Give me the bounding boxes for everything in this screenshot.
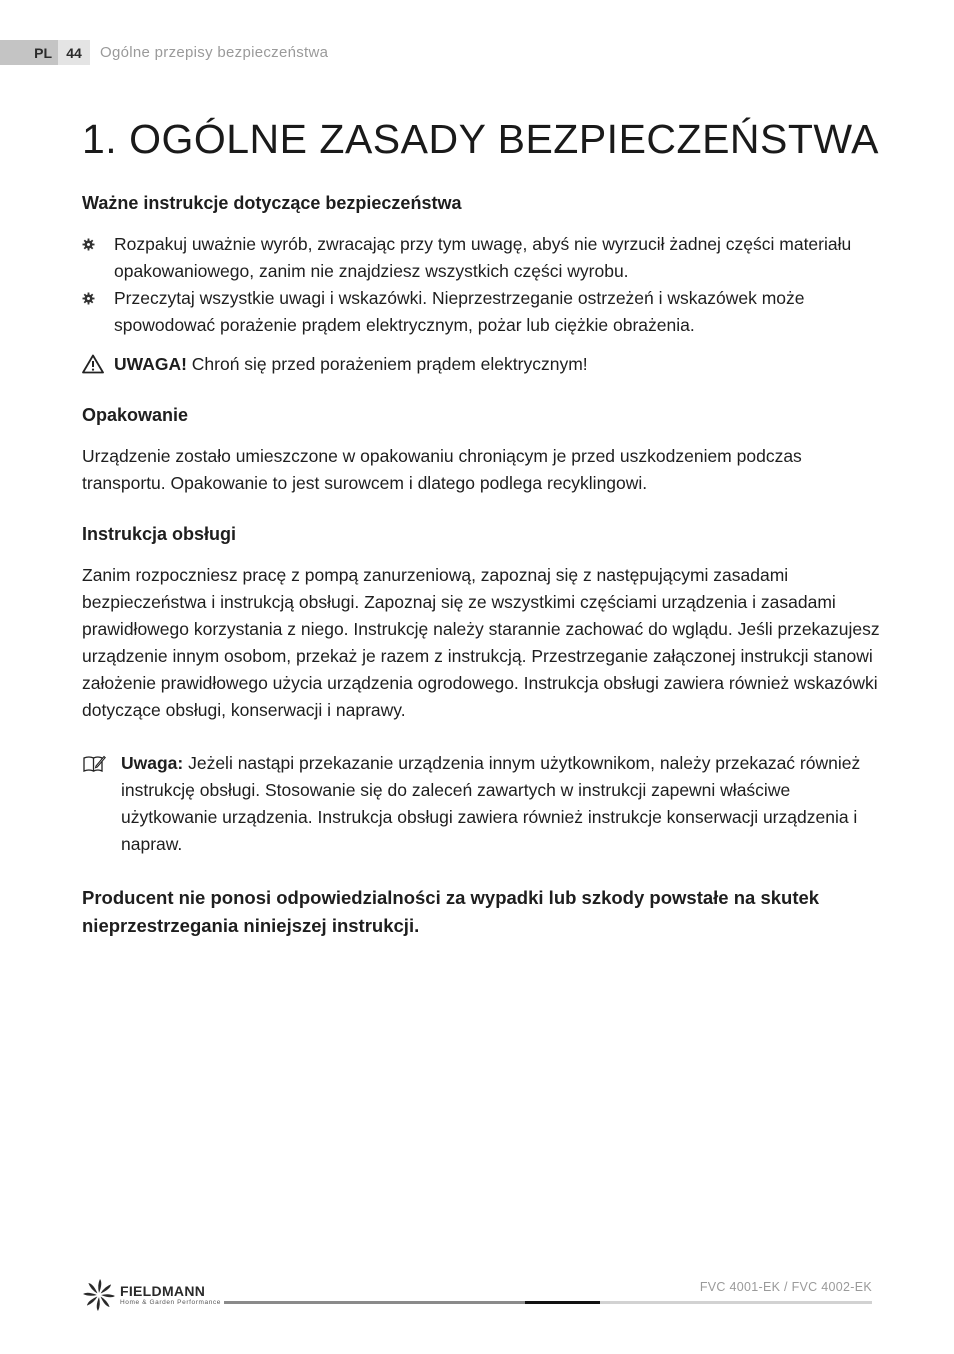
footer-divider	[224, 1301, 872, 1304]
packaging-text: Urządzenie zostało umieszczone w opakowaniu chroniącym je przed uszkodzeniem podczas transportu. Opakowanie to jest surowcem i dlatego podlega recyklingowi.	[82, 446, 802, 493]
packaging-heading: Opakowanie	[82, 405, 189, 425]
warning-label: UWAGA!	[114, 354, 187, 374]
safety-heading: Ważne instrukcje dotyczące bezpieczeństwa	[82, 193, 462, 213]
disclaimer: Producent nie ponosi odpowiedzialności za wypadki lub szkody powstałe na skutek nieprzestrzegania niniejszej instrukcji.	[82, 887, 820, 936]
gear-bullet-icon	[82, 238, 95, 251]
brand-name: FIELDMANN	[120, 1282, 206, 1299]
warning-line	[82, 351, 882, 378]
note-text: Jeżeli nastąpi przekazanie urządzenia innym użytkownikom, należy przekazać również instrukcję obsługi. Stosowanie się do zaleceń zawartych w instrukcji zapewni właściwe użytkowanie urządzenia. Instrukcja obsługi zawiera również instrukcje konserwacji urządzenia i napraw.	[121, 753, 861, 854]
main-content	[82, 190, 882, 940]
list-item	[82, 285, 882, 339]
gear-bullet-icon	[82, 292, 95, 305]
model-number: FVC 4001-EK / FVC 4002-EK	[699, 1280, 872, 1294]
brand-tagline: Home & Garden Performance	[120, 1298, 221, 1306]
page-title: 1. OGÓLNE ZASADY BEZPIECZEŃSTWA	[82, 116, 879, 162]
page-footer	[82, 1278, 872, 1318]
warning-triangle-icon	[82, 354, 104, 374]
open-book-note-icon	[82, 754, 106, 774]
list-item	[82, 231, 882, 285]
page-number: 44	[58, 40, 90, 65]
language-badge: PL	[0, 40, 58, 65]
note-block	[82, 750, 882, 858]
note-label: Uwaga:	[121, 753, 184, 773]
running-title: Ogólne przepisy bezpieczeństwa	[100, 44, 329, 61]
manual-heading: Instrukcja obsługi	[82, 524, 237, 544]
manual-text: Zanim rozpoczniesz pracę z pompą zanurzeniową, zapoznaj się z następującymi zasadami bezpieczeństwa i instrukcją obsługi. Zapoznaj się ze wszystkimi częściami urządzenia i zasadami prawidłowego korzystania z niego. Instrukcję należy starannie zachować do wglądu. Jeśli przekazujesz urządzenie innym osobom, przekaż je razem z instrukcją. Przestrzeganie załączonej instrukcji stanowi założenie prawidłowego użycia urządzenia ogrodowego. Instrukcja obsługi zawiera również wskazówki dotyczące obsługi, konserwacji i naprawy.	[82, 565, 880, 720]
bullet-text: Przeczytaj wszystkie uwagi i wskazówki. Nieprzestrzeganie ostrzeżeń i wskazówek może spowodować porażenie prądem elektrycznym, pożar lub ciężkie obrażenia.	[114, 288, 805, 335]
brand-logo	[82, 1278, 221, 1312]
bullet-text: Rozpakuj uważnie wyrób, zwracając przy tym uwagę, abyś nie wyrzucił żadnej części materiału opakowaniowego, zanim nie znajdziesz wszystkich części wyrobu.	[114, 234, 852, 281]
fieldmann-fan-logo-icon	[82, 1278, 116, 1312]
page-header	[0, 40, 328, 65]
warning-text: Chroń się przed porażeniem prądem elektrycznym!	[186, 354, 588, 374]
safety-bullet-list	[82, 231, 882, 339]
